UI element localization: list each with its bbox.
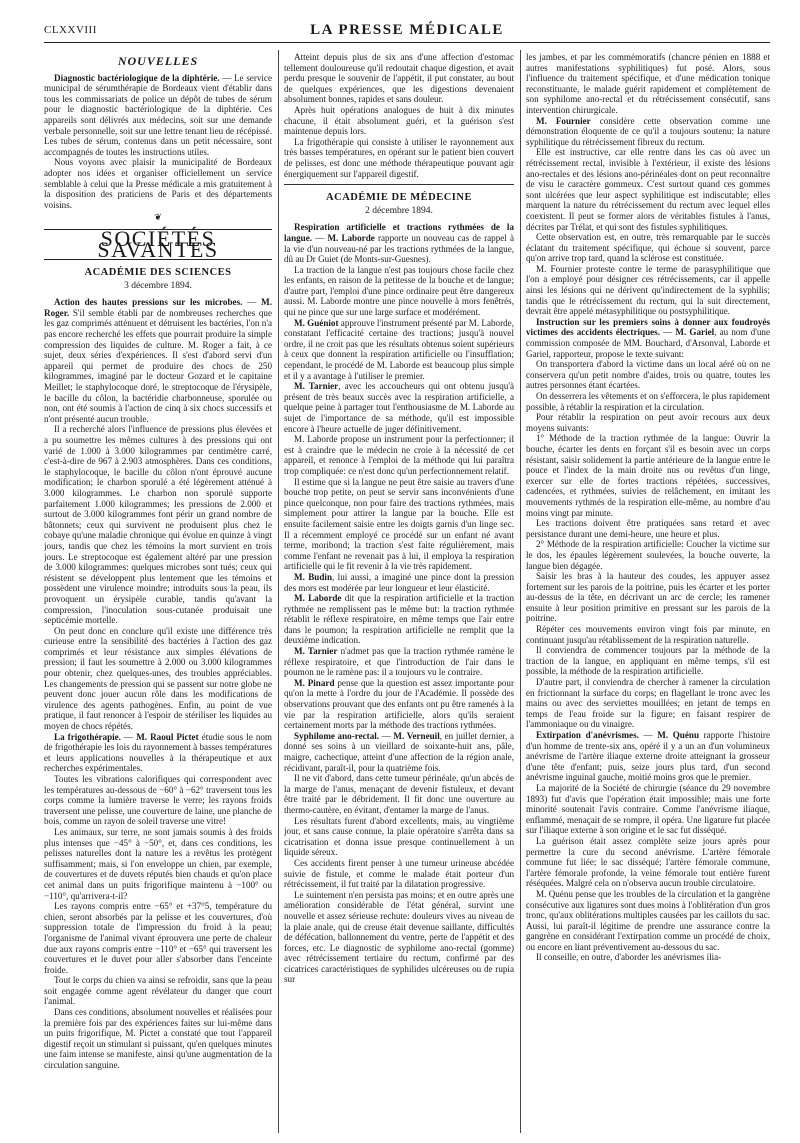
article-paragraph: Les animaux, sur terre, ne sont jamais soumis à des froids plus intenses que −45° à −50°, et, dans ces conditions, les pelisses naturelles dont la nature les a revêtus les protègent suffisamment; mais, si l'on enveloppe un chien, par exemple, de couvertures et de duvets réputés bien chauds et qu'on place cet animal dans un puits frigorifique maintenu à −100° ou −110°, qu'arrivera-t-il?: [44, 826, 272, 901]
article-paragraph: M. Laborde propose un instrument pour la perfectionner; il est à craindre que le médecin ne croie à la nécessité de cet appareil, et renonce à l'emploi de la méthode qui lui paraîtra trop compliquée: ce n'est donc qu'un perfectionnement relatif.: [284, 434, 514, 476]
article-paragraph: Diagnostic bactériologique de la diphtérie. — Le service municipal de sérumthérapie de Bordeaux vient d'établir dans tous les commissariats de police un dépôt de tubes de sérum pour le diagnostic bactériologique de la diphtérie. Ces appareils sont délivrés aux médecins, soit sur une demande verbale personnelle, soit sur une lettre tenant lieu de récépissé. Les tubes de sérum, contenus dans un petit nécessaire, sont accompagnés de toutes les instructions utiles.: [44, 72, 272, 157]
article-paragraph: M. Guéniot approuve l'instrument présenté par M. Laborde, constatant l'efficacité certaine des tractions; jusqu'à nouvel ordre, il ne croit pas que les résultats obtenus soient supérieurs à ceux que donnent la respiration artificielle ou l'insufflation; cependant, le procédé de M. Laborde est beaucoup plus simple et il y a avantage à l'utiliser le premier.: [284, 317, 514, 381]
article-paragraph: Elle est instructive, car elle rentre dans les cas où avec un rétrécissement rectal, invisible à l'extérieur, il existe des lésions ano-rectales et des lésions ano-périnéales dont on peut reconnaître de visu le caractère gommeux. C'est surtout quand ces gommes sont ulcérées que leur aspect syphilitique est indiscutable; elles marquent la nature du rétrécissement du rectum avec lequel elles coexistent. Il peut se former alors de véritables fistules à l'anus, décrites par Trélat, et qui sont des fistules syphilitiques.: [526, 147, 770, 232]
article-paragraph: M. Budin, lui aussi, a imaginé une pince dont la pression des mors est modérée par leur longueur et leur élasticité.: [284, 571, 514, 593]
session-date: 3 décembre 1894.: [124, 280, 192, 291]
article-paragraph: M. Pinard pense que la question est assez importante pour qu'on la mette à l'ordre du jour de l'Académie. Il possède des observations prouvant que des enfants ont pu être ramenés à la vie par la respiration artificielle, alors qu'ils seraient certainement morts par la méthode des tractions rythmées.: [284, 677, 514, 731]
article-paragraph: Il estime que si la langue ne peut être saisie au travers d'une bouche trop petite, on peut se servir sans inconvénients d'une pince quelconque, non pour faire des tractions rythmées, mais simplement pour attirer la langue par la bouche. Elle est ensuite facilement saisie entre les doigts garnis d'un linge sec. Il a récemment employé ce procédé sur un enfant né avant terme, moribond; la traction s'est faite régulièrement, mais comme l'enfant ne revenait pas à lui, il employa la respiration artificielle qui le fit revenir à la vie très rapidement.: [284, 476, 514, 572]
article-paragraph: Il conseille, en outre, d'aborder les anévrismes ilia-: [536, 952, 722, 963]
article-paragraph: M. Fournier proteste contre le terme de parasyphilitique que l'on a employé pour désigner ces rétrécissements, car il appelle ainsi les lésions qui ne dérivent qu'indirectement de la syphilis; tandis que le rétrécissement du rectum, qui la suit directement, devrait être appelé métasyphilitique ou postsyphilitique.: [526, 263, 770, 317]
article-paragraph: Saisir les bras à la hauteur des coudes, les appuyer assez fortement sur les parois de la poitrine, puis les écarter et les porter au-dessus de la tête, en décrivant un arc de cercle; les ramener ensuite à leur position primitive en pressant sur les parois de la poitrine.: [526, 571, 770, 624]
page-number: CLXXVIII: [44, 24, 97, 36]
article-paragraph: Les résultats furent d'abord excellents, mais, au vingtième jour, et sans cause connue, la plaie opératoire s'arrêta dans sa cicatrisation et donna issue presque continuellement à un liquide séreux.: [284, 815, 514, 858]
page-header: [44, 22, 770, 43]
article-paragraph: Cette observation est, en outre, très remarquable par le succès éclatant du traitement spécifique, qui échoue si souvent, parce qu'on arrive trop tard, quand la sclérose est constituée.: [526, 232, 770, 264]
academy-heading: ACADÉMIE DES SCIENCES: [84, 267, 232, 279]
article-title: La frigothérapie.: [54, 731, 121, 742]
article-paragraph: On desserrera les vêtements et on s'efforcera, le plus rapidement possible, à rétablir la respiration et la circulation.: [526, 391, 770, 412]
column-2: [284, 52, 514, 1135]
article-paragraph: M. Laborde dit que la respiration artificielle et la traction rythmée ne remplissent pas le même but: la traction rythmée rétablit le réflexe respiratoire, en même temps que l'air entre dans le poumon; la respiration artificielle ne remplit que la deuxième indication.: [284, 593, 514, 646]
article-paragraph: Les rayons compris entre −65° et +37°5, température du chien, seront absorbés par la pelisse et les couvertures, d'où suppression totale de l'impression du froid à la peau; l'organisme de l'animal vivant éprouvera une perte de chaleur due aux rayons compris entre −110° et −65° qui traversent les couvertures et le duvet pour aller s'absorber dans l'enceinte froide.: [44, 901, 272, 975]
article-paragraph: Il conviendra de commencer toujours par la méthode de la traction de la langue, en appliquant en même temps, s'il est possible, la méthode de la respiration artificielle.: [526, 645, 770, 677]
section-rule: [284, 184, 514, 185]
article-title: Action des hautes pressions sur les microbes.: [54, 297, 243, 308]
column-divider: [520, 50, 521, 1133]
article-paragraph: les jambes, et par les commémoratifs (chancre pénien en 1888 et autres manifestations syphilitiques) fut posé. Alors, sous l'influence du traitement spécifique, et d'une médication tonique reconstituante, le malade guérit rapidement et complètement de son syphilome ano-rectal et du rétrécissement consécutif, sans intervention chirurgicale.: [526, 52, 770, 115]
article-paragraph: Après huit opérations analogues de huit à dix minutes chacune, il était absolument guéri, et la guérison s'est maintenue depuis lors.: [284, 104, 514, 137]
article-paragraph: Respiration artificielle et tractions rythmées de la langue. — M. Laborde rapporte un nouveau cas de rappel à la vie d'un nouveau-né par les tractions rythmées de la langue, dû au Dr Guiet (de Monts-sur-Guesnes).: [284, 222, 514, 265]
section-heading-nouvelles: NOUVELLES: [117, 54, 199, 68]
column-3: [526, 52, 770, 1135]
article-paragraph: Syphilome ano-rectal. — M. Verneuil, en juillet dernier, a donné ses soins à un vieillard de soixante-huit ans, pâle, maigre, cachectique, atteint d'une affection de la région anale, récidivant, paraît-il, pour la quatrième fois.: [284, 730, 514, 773]
article-paragraph: M. Fournier considère cette observation comme une démonstration éloquente de ce qu'il a toujours soutenu: la nature syphilitique du rétrécissement fibreux du rectum.: [526, 115, 770, 147]
article-paragraph: La guérison était assez complète seize jours après pour permettre la cure du second anévrisme. L'artère fémorale commune fut liée; le sac disséqué; l'artère fémorale commune, l'artère fémorale profonde, la veine fémorale tout entière furent réséquées. Malgré cela on n'observa aucun trouble circulatoire.: [526, 835, 770, 889]
article-paragraph: Tout le corps du chien va ainsi se refroidir, sans que la peau soit engagée comme agent révélateur du danger que court l'animal.: [44, 975, 272, 1007]
article-paragraph: Répéter ces mouvements environ vingt fois par minute, en continuant jusqu'au rétablissement de la respiration naturelle.: [526, 624, 770, 645]
article-paragraph: On transportera d'abord la victime dans un local aéré où on ne conservera qu'un petit nombre d'aides, trois ou quatre, toutes les autres personnes étant écartées.: [526, 359, 770, 391]
session-date: 2 décembre 1894.: [365, 205, 433, 216]
article-paragraph: M. Tarnier n'admet pas que la traction rythmée ramène le réflexe respiratoire, et que l'introduction de l'air dans le poumon ne le ramène pas: il a toujours vu le contraire.: [284, 646, 514, 678]
article-paragraph: Toutes les vibrations calorifiques qui correspondent avec les températures au-dessous de −60° à −62° traversent tous les corps comme la lumière traverse le verre; les rayons froids traversent une pelisse, une couverture de laine, une planche de bois, comme un rayon de soleil traverse une vitre!: [44, 774, 272, 827]
article-paragraph: La frigothérapie. — M. Raoul Pictet étudie sous le nom de frigothérapie les lois du rayonnement à basses températures et leurs applications nouvelles à la thérapeutique et aux recherches expérimentales.: [44, 731, 272, 774]
article-paragraph: Il a recherché alors l'influence de pressions plus élevées et a pu soumettre les mêmes cultures à des pressions qui ont varié de 1.000 à 3.000 kilogrammes par centimètre carré, c'est-à-dire de 967 à 2.903 atmosphères. Dans ces conditions, le staphylocoque, le bacille du côlon n'ont éprouvé aucune modification; le charbon sporulé a été légèrement atténué à 3.000 kilogrammes. Le charbon non sporulé supporte parfaitement 1.000 kilogrammes; les pressions de 2.000 et surtout de 3.000 kilogrammes font périr un grand nombre de bâtonnets; ceux qui survivent ne produisent plus chez le cobaye qu'une maladie chronique qui évolue en quinze à vingt jours, tandis que chez les témoins la mort survient en trois jours. Le streptocoque est également altéré par une pression de 3.000 kilogrammes: quelques microbes sont tués; ceux qui résistent se développent plus lentement que les témoins et possèdent une virulence moindre; introduits sous la peau, ils provoquent un érysipèle curable, tandis qu'avant la compression, l'inoculation sous-cutanée produisait une septicémie mortelle.: [44, 424, 272, 626]
section-heading-societes: SOCIÉTÉS SAVANTES: [44, 229, 272, 260]
article-paragraph: D'autre part, il conviendra de chercher à ramener la circulation en frictionnant la surface du corps; en flagellant le tronc avec les mains ou avec des serviettes mouillées; en jetant de temps en temps de l'eau froide sur la figure; en faisant respirer de l'ammoniaque ou du vinaigre.: [526, 677, 770, 730]
article-paragraph: Instruction sur les premiers soins à donner aux foudroyés victimes des accidents électriques. — M. Gariel, au nom d'une commission composée de MM. Bouchard, d'Arsonval, Laborde et Gariel, rapporteur, propose le texte suivant:: [526, 316, 770, 359]
article-title: Respiration artificielle et tractions rythmées de la langue.: [284, 222, 514, 243]
article-title: Syphilome ano-rectal.: [294, 730, 380, 741]
article-paragraph: Action des hautes pressions sur les microbes. — M. Roger. S'il semble établi par de nombreuses recherches que les gaz comprimés atténuent et détruisent les bactéries, l'on n'a pas encore recherché les effets que pourrait produire la simple compression des liquides de culture. M. Roger a fait, à ce sujet, deux séries d'expériences. Il s'est d'abord servi d'un appareil qui permet de produire des chocs de 250 kilogrammes, imaginé par le docteur Gozard et le capitaine Meillet; le staphylocoque doré, le streptocoque de l'érysipèle, le bacille du côlon, la bactéridie charbonneuse, sporulée ou non, ont été soumis à l'action de cinq à six chocs successifs et n'ont présenté aucun trouble.: [44, 297, 272, 424]
column-divider: [278, 50, 279, 1133]
article-paragraph: Extirpation d'anévrismes. — M. Quénu rapporte l'histoire d'un homme de trente-six ans, opéré il y a un an d'un volumineux anévrisme de l'artère iliaque externe droite atteignant la grosseur d'une tête d'enfant; puis, seize jours plus tard, d'un second anévrisme inguinal gauche, moitié moins gros que le premier.: [526, 730, 770, 783]
academy-heading: ACADÉMIE DE MÉDECINE: [326, 192, 472, 204]
article-paragraph: Nous voyons avec plaisir la municipalité de Bordeaux adopter nos idées et organiser officiellement un service semblable à celui que la Presse médicale a mis gratuitement à la disposition des praticiens de Paris et des départements voisins.: [44, 157, 272, 210]
article-paragraph: 1° Méthode de la traction rythmée de la langue: Ouvrir la bouche, écarter les dents en forçant s'il es besoin avec un corps résistant, saisir solidement la partie antérieure de la langue entre le pouce et l'index de la main droite nus ou revêtus d'un linge, exercer sur elle de fortes tractions répétées, successives, cadencées, et rythmées, suivies de relâchement, en imitant les mouvements rythmés de la respiration elle-même, au nombre d'au moins vingt par minute.: [526, 433, 770, 518]
article-title: Instruction sur les premiers soins à donner aux foudroyés victimes des accidents électriques.: [526, 316, 770, 338]
article-paragraph: M. Quénu pense que les troubles de la circulation et la gangrène consécutive aux ligatures sont dues moins à l'oblitération d'un gros tronc, qu'aux oblitérations multiples causées par les caillots du sac. Aussi, lui paraît-il légitime de prendre une assurance contre la gangrène en considérant l'extirpation comme un procédé de choix, ou encore en liant préventivement au-dessous du sac.: [526, 888, 770, 952]
article-paragraph: Les tractions doivent être pratiquées sans retard et avec persistance durant une demi-heure, une heure et plus.: [526, 518, 770, 539]
article-paragraph: Il ne vit d'abord, dans cette tumeur périnéale, qu'un abcès de la marge de l'anus, menaçant de devenir fistuleux, et devant être traité par le débridement. Il fit donc une ouverture au thermo-cautère, en évitant, d'entamer la marge de l'anus.: [284, 773, 514, 815]
article-paragraph: Atteint depuis plus de six ans d'une affection d'estomac tellement douloureuse qu'il redoutait chaque digestion, et avait perdu presque le souvenir de l'appétit, il put constater, au bout de quelques expériences, que les digestions devenaient absolument bonnes, rapides et sans douleur.: [284, 52, 514, 105]
article-paragraph: Le suintement n'en persista pas moins; et en outre après une amélioration considérable de l'état général, survint une nouvelle et assez sérieuse rechute: douleurs vives au niveau de la plaie anale, qui de creuse était devenue saillante, difficultés de défécation, ballonnement du ventre, perte de l'appétit et des forces, etc. Le diagnostic de syphilome ano-rectal (gomme) avec rétrécissement tertiaire du rectum, confirmé par des cicatrices caractéristiques de syphilides ulcéreuses ou de rupia sur: [284, 889, 514, 985]
article-paragraph: La majorité de la Société de chirurgie (séance du 29 novembre 1893) fut d'avis que l'opération était impossible; mais une forte minorité soutenait l'avis contraire. Comme l'anévrisme iliaque, enflammé, menaçait de se rompre, il opéra. Une ligature fut placée sur l'iliaque externe à son origine et le sac fut disséqué.: [526, 782, 770, 836]
article-title: Extirpation d'anévrismes.: [536, 730, 639, 740]
article-paragraph: La frigothérapie qui consiste à utiliser le rayonnement aux très basses températures, en opérant sur le patient bien couvert de pelisses, est donc une méthode thérapeutique pouvant agir énergiquement sur l'appareil digestif.: [284, 136, 514, 179]
article-title: Diagnostic bactériologique de la diphtérie.: [54, 72, 220, 83]
article-paragraph: Ces accidents firent penser à une tumeur urineuse abcédée suivie de fistule, et comme le malade était porteur d'un rétrécissement, il fut traité par la dilatation progressive.: [284, 857, 514, 890]
article-paragraph: La traction de la langue n'est pas toujours chose facile chez les enfants, en raison de la petitesse de la bouche et de langue; d'autre part, l'emploi d'une pince ordinaire peut être dangereux aussi. M. Laborde montre une pince nouvelle à mors fenêtrés, qui ne pince que sur une large surface et modérément.: [284, 264, 514, 318]
journal-title: LA PRESSE MÉDICALE: [310, 22, 504, 38]
article-paragraph: Pour rétablir la respiration on peut avoir recours aux deux moyens suivants:: [526, 412, 770, 433]
article-paragraph: 2° Méthode de la respiration artificielle: Coucher la victime sur le dos, les épaules légèrement soulevées, la bouche ouverte, la langue bien dégagée.: [526, 539, 770, 571]
ornament: ❦: [154, 212, 162, 223]
article-paragraph: Dans ces conditions, absolument nouvelles et réalisées pour la première fois par des expériences faites sur lui-même dans un puits frigorifique, M. Pictet a constaté que tout l'appareil digestif reçoit un stimulant si puissant, qu'en quelques minutes une faim intense se manifeste, ainsi qu'une augmentation de la circulation sanguine.: [44, 1007, 272, 1071]
article-paragraph: M. Tarnier, avec les accoucheurs qui ont obtenu jusqu'à présent de très beaux succès avec la respiration artificielle, a quelque peine à partager tout l'enthousiasme de M. Laborde au sujet de l'importance de sa méthode, qu'il est impossible encore à l'heure actuelle de juger définitivement.: [284, 381, 514, 434]
article-paragraph: On peut donc en conclure qu'il existe une différence très curieuse entre la sensibilité des bactéries à l'action des gaz comprimés et leur résistance aux simples élévations de pression; il faut les soumettre à 2.000 ou 3.000 kilogrammes pour obtenir, chez quelques-unes, des troubles appréciables. Les changements de pression qui se passent sur notre globe ne peuvent donc jouer aucun rôle dans les modifications de virulence des agents pathogènes. Enfin, au point de vue pratique, il faut renoncer à l'espoir de stériliser les liquides au moyen de chocs répétés.: [44, 625, 272, 732]
column-1: [44, 52, 272, 1135]
